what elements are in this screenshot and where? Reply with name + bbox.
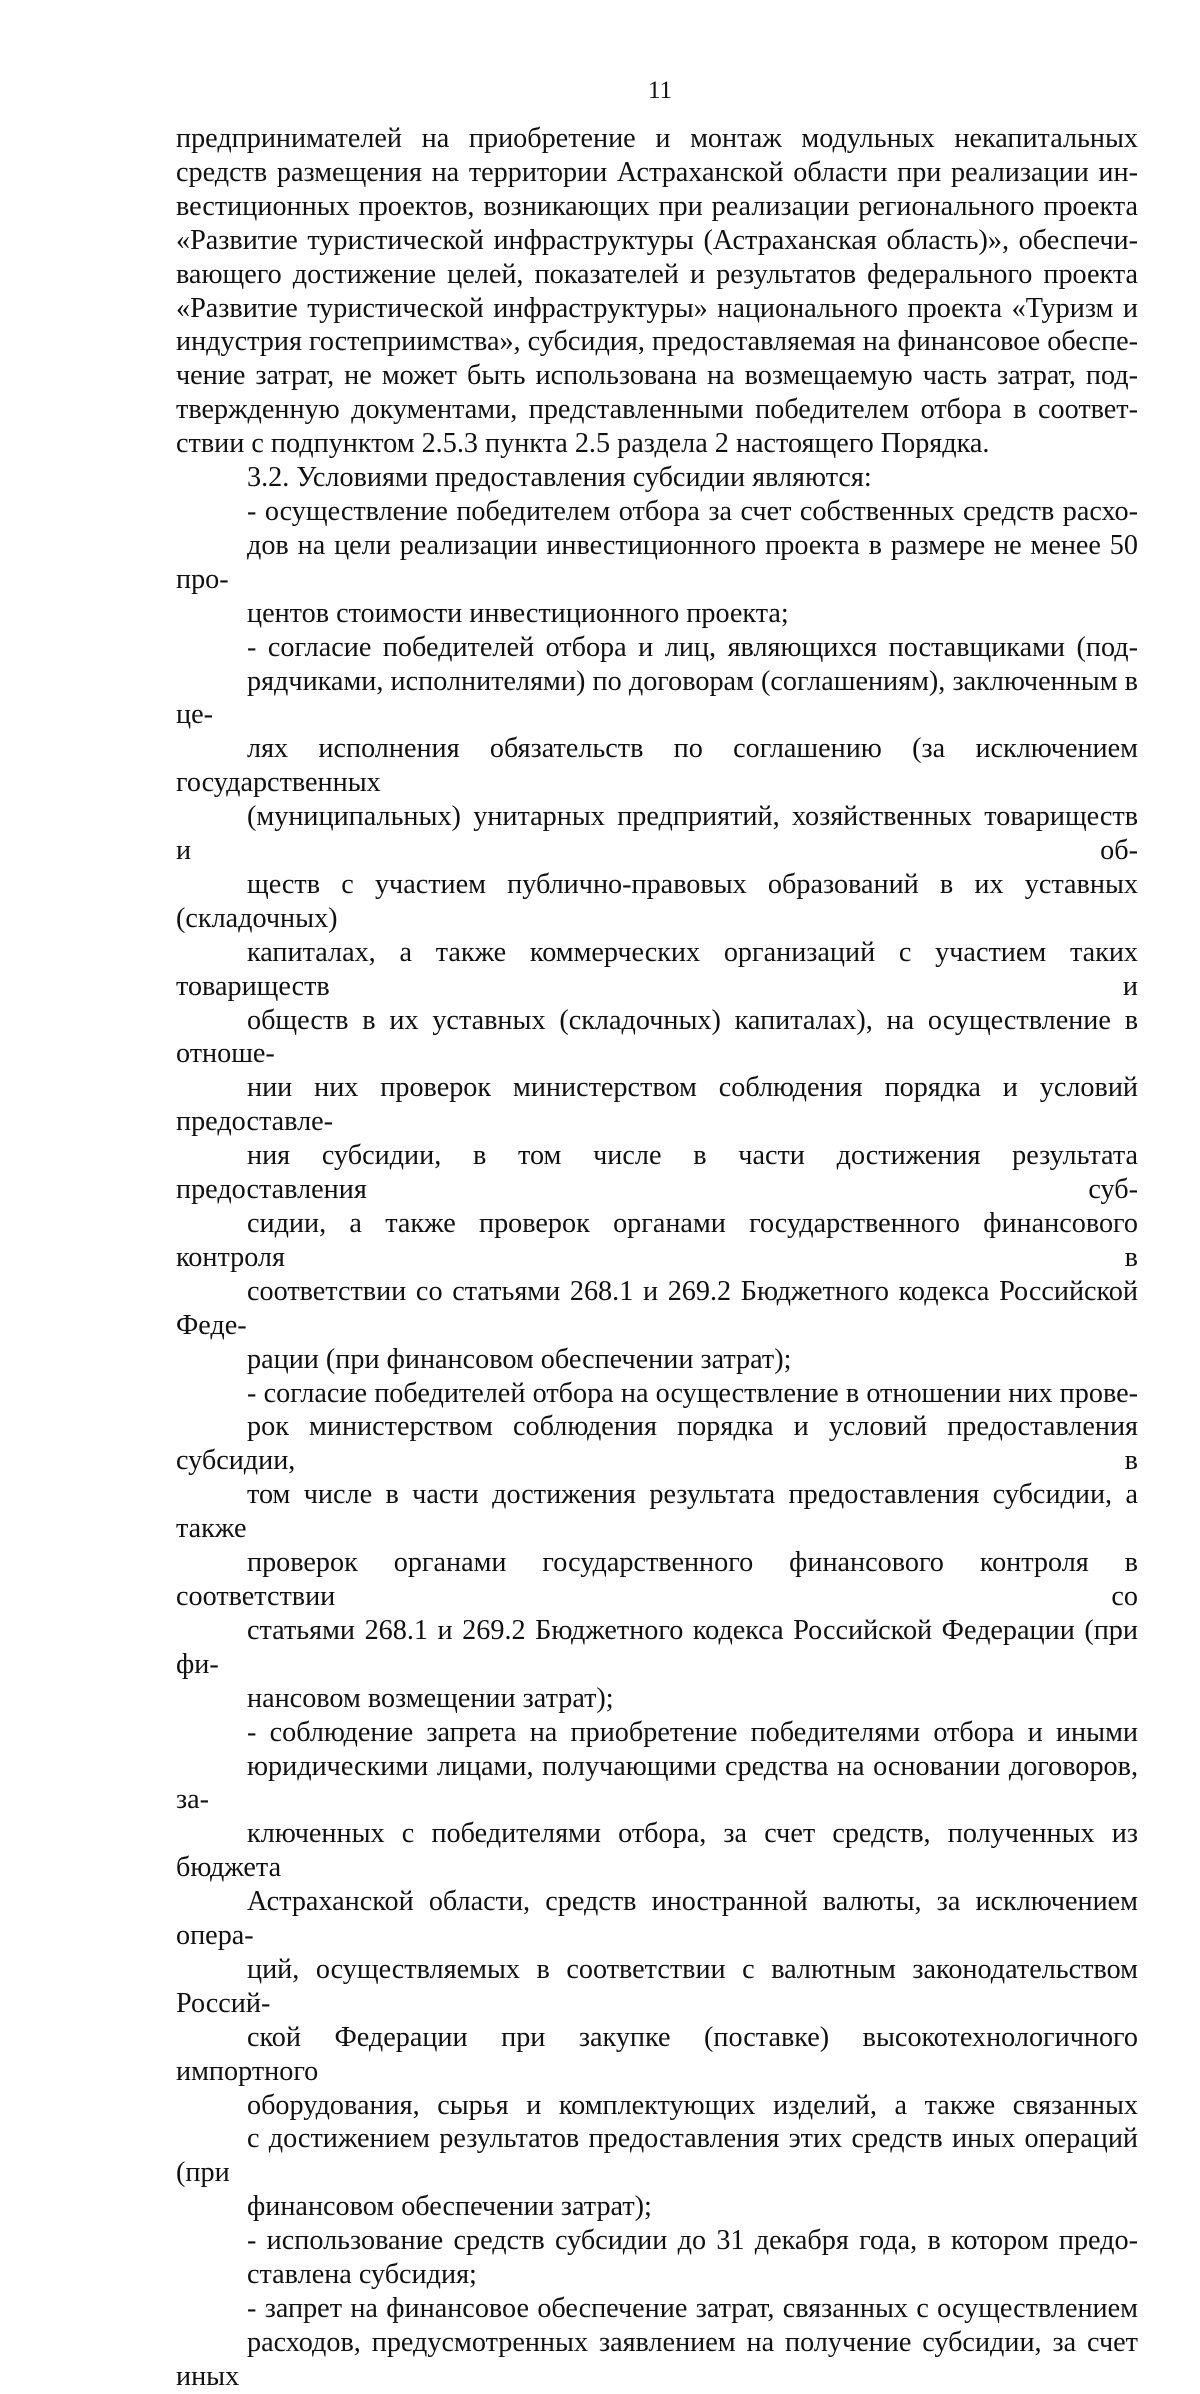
text-line: с достижением результатов предоставления этих средств иных операций (при: [176, 2123, 1138, 2189]
text-line: ций, осуществляемых в соответствии с валютным законодательством Россий-: [176, 1953, 1138, 2019]
text-line: чение затрат, не может быть использована на возмещаемую часть затрат, под-: [176, 360, 1138, 392]
paragraph: [176, 2292, 1138, 2394]
text-line: лях исполнения обязательств по соглашению (за исключением государственных: [176, 733, 1138, 799]
text-line: - согласие победителей отбора на осуществление в отношении них прове-: [247, 1377, 1138, 1409]
text-line: - согласие победителей отбора и лиц, являющихся поставщиками (под-: [247, 631, 1138, 663]
text-line: расходов, предусмотренных заявлением на получение субсидии, за счет иных: [176, 2326, 1138, 2392]
paragraph: [176, 1377, 1138, 1716]
text-line: ключенных с победителями отбора, за счет средств, полученных из бюджета: [176, 1818, 1138, 1884]
text-line: «Развитие туристической инфраструктуры (Астраханская область)», обеспечи-: [176, 224, 1138, 256]
text-line: соответствии со статьями 268.1 и 269.2 Бюджетного кодекса Российской Феде-: [176, 1275, 1138, 1341]
text-line: Астраханской области, средств иностранной валюты, за исключением опера-: [176, 1886, 1138, 1952]
text-line: ской Федерации при закупке (поставке) высокотехнологичного импортного: [176, 2021, 1138, 2087]
text-line: предпринимателей на приобретение и монтаж модульных некапитальных: [176, 123, 1138, 154]
text-line: оборудования, сырья и комплектующих изделий, а также связанных: [247, 2089, 1138, 2121]
paragraph: [176, 1716, 1138, 2225]
text-line: сидии, а также проверок органами государственного финансового контроля в: [176, 1208, 1138, 1273]
text-line: индустрия гостеприимства», субсидия, предоставляемая на финансовое обеспе-: [176, 326, 1138, 358]
text-line: - соблюдение запрета на приобретение победителями отбора и иными: [247, 1716, 1138, 1748]
text-line: ществ с участием публично-правовых образований в их уставных (складочных): [176, 868, 1138, 934]
text-line: центов стоимости инвестиционного проекта;: [247, 597, 789, 629]
text-line: рации (при финансовом обеспечении затрат);: [247, 1343, 792, 1375]
text-line: капиталах, а также коммерческих организаций с участием таких товариществ и: [176, 936, 1138, 1002]
text-line: твержденную документами, представленными победителем отбора в соответ-: [176, 394, 1138, 426]
text-line: ствии с подпунктом 2.5.3 пункта 2.5 раздела 2 настоящего Порядка.: [176, 428, 990, 460]
text-line: «Развитие туристической инфраструктуры» национального проекта «Туризм и: [176, 292, 1138, 324]
text-line: нансовом возмещении затрат);: [247, 1682, 614, 1714]
text-line: рядчиками, исполнителями) по договорам (соглашениям), заключенным в це-: [176, 665, 1138, 731]
text-line: - использование средств субсидии до 31 декабря года, в котором предо-: [247, 2225, 1138, 2257]
paragraph: [176, 122, 1138, 461]
text-line: (муниципальных) унитарных предприятий, хозяйственных товариществ и об-: [176, 801, 1138, 867]
text-line: статьями 268.1 и 269.2 Бюджетного кодекса Российской Федерации (при фи-: [176, 1614, 1138, 1680]
text-line: - осуществление победителем отбора за счет собственных средств расхо-: [247, 495, 1138, 527]
text-line: обществ в их уставных (складочных) капиталах), на осуществление в отноше-: [176, 1004, 1138, 1070]
text-line: вестиционных проектов, возникающих при реализации регионального проекта: [176, 190, 1138, 222]
text-line: - запрет на финансовое обеспечение затрат, связанных с осуществлением: [247, 2293, 1138, 2324]
text-line: вающего достижение целей, показателей и результатов федерального проекта: [176, 258, 1138, 290]
text-line: том числе в части достижения результата предоставления субсидии, а также: [176, 1479, 1138, 1545]
text-line: проверок органами государственного финансового контроля в соответствии со: [176, 1547, 1138, 1612]
text-line: 3.2. Условиями предоставления субсидии являются:: [247, 462, 872, 494]
text-line: финансовом обеспечении затрат);: [247, 2191, 652, 2223]
text-line: рок министерством соблюдения порядка и условий предоставления субсидии, в: [176, 1411, 1138, 1477]
document-body: [176, 122, 1138, 2394]
text-line: средств размещения на территории Астраханской области при реализации ин-: [176, 156, 1138, 188]
text-line: дов на цели реализации инвестиционного проекта в размере не менее 50 про-: [176, 529, 1138, 595]
text-line: юридическими лицами, получающими средства на основании договоров, за-: [176, 1750, 1138, 1816]
paragraph: [176, 461, 1138, 495]
page-number: 11: [647, 77, 673, 104]
paragraph: [176, 495, 1138, 631]
text-line: ния субсидии, в том числе в части достижения результата предоставления суб-: [176, 1140, 1138, 1206]
text-line: нии них проверок министерством соблюдения порядка и условий предоставле-: [176, 1072, 1138, 1138]
paragraph: [176, 2224, 1138, 2292]
text-line: ставлена субсидия;: [247, 2259, 477, 2291]
paragraph: [176, 631, 1138, 1377]
